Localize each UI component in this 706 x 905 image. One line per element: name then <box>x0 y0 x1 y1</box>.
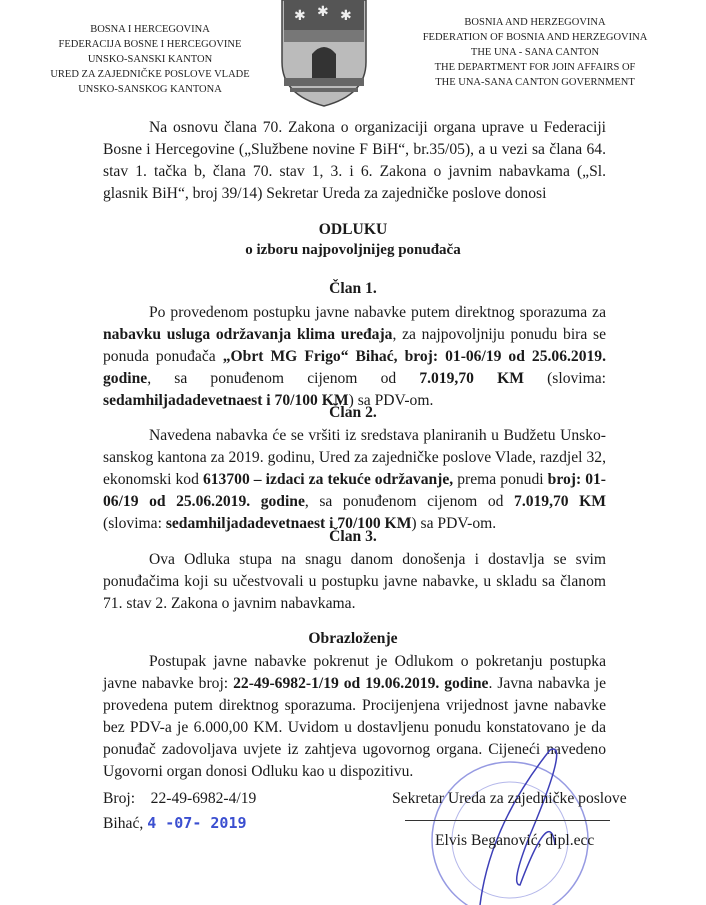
bold-text: 22-49-6982-1/19 od 19.06.2019. godine <box>233 675 489 692</box>
text: ) sa PDV-om. <box>348 392 434 409</box>
broj-value: 22-49-6982-4/19 <box>150 790 257 807</box>
header-line: THE UNA - SANA CANTON <box>470 47 600 58</box>
text: ) sa PDV-om. <box>411 515 497 532</box>
text: Ova Odluka stupa na snagu danom donošenja i dostavlja se svim ponuđačima koji su učestvovali u postupku javne nabavke, u skladu sa članom 71. stav 2. Zakona o javnim nabavkama. <box>103 551 606 612</box>
header-line: FEDERATION OF BOSNIA AND HERZEGOVINA <box>422 32 648 43</box>
article-3-paragraph <box>103 549 606 615</box>
bold-text: 7.019,70 KM <box>514 493 606 510</box>
text: Navedena nabavka će se vršiti iz sredstava planiranih u Budžetu Unsko-sanskog kantona za 2019. godinu, Ured za zajedničke poslove Vlade, razdjel 32, ekonomski kod <box>103 427 606 488</box>
coat-of-arms-logo <box>280 0 368 108</box>
header-line: BOSNA I HERCEGOVINA <box>90 24 210 35</box>
text: , za najpovoljniju ponudu bira se ponuda ponuđača <box>103 326 606 365</box>
header-left <box>30 22 270 97</box>
header-right <box>385 15 685 90</box>
bold-text: 7.019,70 KM <box>419 370 524 387</box>
bold-text: 613700 – izdaci za tekuće održavanje, <box>202 471 454 488</box>
svg-text:✱: ✱ <box>340 9 352 24</box>
header-line: UNSKO-SANSKOG KANTONA <box>78 84 222 95</box>
text: Postupak javne nabavke pokrenut je Odlukom o pokretanju postupka javne nabavke broj: <box>103 653 606 692</box>
bold-text: nabavku usluga održavanja klima uređaja <box>103 326 393 343</box>
reference-number <box>103 790 256 808</box>
text: prema ponudi <box>453 471 548 488</box>
document-subtitle: o izboru najpovoljnijeg ponuđača <box>245 242 461 258</box>
text: (slovima: <box>103 515 166 532</box>
text: (slovima: <box>523 370 606 387</box>
header-line: BOSNIA AND HERZEGOVINA <box>464 17 606 28</box>
place-date <box>103 814 247 833</box>
svg-text:✱: ✱ <box>294 9 306 24</box>
bold-text: broj: 01-06/19 od 25.06.2019. godine <box>103 471 606 510</box>
text: , sa ponuđenom cijenom od <box>304 493 515 510</box>
signature-line <box>405 820 610 821</box>
header-line: UNSKO-SANSKI KANTON <box>87 54 213 65</box>
bold-text: sedamhiljadadevetnaest i 70/100 KM <box>165 515 412 532</box>
header-line: THE UNA-SANA CANTON GOVERNMENT <box>435 77 635 88</box>
header-line: FEDERACIJA BOSNE I HERCEGOVINE <box>58 39 242 50</box>
text: Po provedenom postupku javne nabavke putem direktnog sporazuma za <box>149 304 606 321</box>
header-line: URED ZA ZAJEDNIČKE POSLOVE VLADE <box>50 69 250 80</box>
article-heading: Član 2. <box>329 404 377 421</box>
date-stamp: 4 -07- 2019 <box>147 814 247 832</box>
article-heading: Član 1. <box>329 280 377 297</box>
article-heading: Član 3. <box>329 528 377 545</box>
bold-text: sedamhiljadadevetnaest i 70/100 KM <box>103 392 349 409</box>
article-2-paragraph <box>103 425 606 535</box>
bold-text: „Obrt MG Frigo“ Bihać, broj: 01-06/19 od 25.06.2019. godine <box>103 348 607 387</box>
text: , sa ponuđenom cijenom od <box>147 370 420 387</box>
signatory-title: Sekretar Ureda za zajedničke poslove <box>392 790 627 807</box>
header-line: THE DEPARTMENT FOR JOIN AFFAIRS OF <box>434 62 636 73</box>
place-label: Bihać, <box>103 815 144 832</box>
intro-paragraph: Na osnovu člana 70. Zakona o organizaciji organa uprave u Federaciji Bosne i Hercegovine („Službene novine F BiH“, br.35/05), a u vezi sa člana 64. stav 1. tačka b, člana 70. stav 1, 3. i 6. Zakona o javnim nabavkama („Sl. glasnik BiH“, broj 39/14) Sekretar Ureda za zajedničke poslove donosi <box>103 119 606 202</box>
document-title: ODLUKU <box>318 221 388 238</box>
explanation-heading: Obrazloženje <box>308 630 398 647</box>
svg-text:✱: ✱ <box>317 5 329 20</box>
article-1-paragraph <box>103 302 606 412</box>
broj-label: Broj: <box>103 790 136 807</box>
official-stamp <box>420 745 600 905</box>
text: . Javna nabavka je provedena putem direktnog sporazuma. Procijenjena vrijednost javne nabavke bez PDV-a je 6.000,00 KM. Uvidom u dostavljenu ponudu konstatovano je da ponuđač zadovoljava uvjete iz zahtjeva ugovornog organa. Cijeneći navedeno Ugovorni organ donosi Odluku kao u dispozitivu. <box>103 675 606 780</box>
signatory-name: Elvis Beganović, dipl.ecc <box>435 832 595 849</box>
